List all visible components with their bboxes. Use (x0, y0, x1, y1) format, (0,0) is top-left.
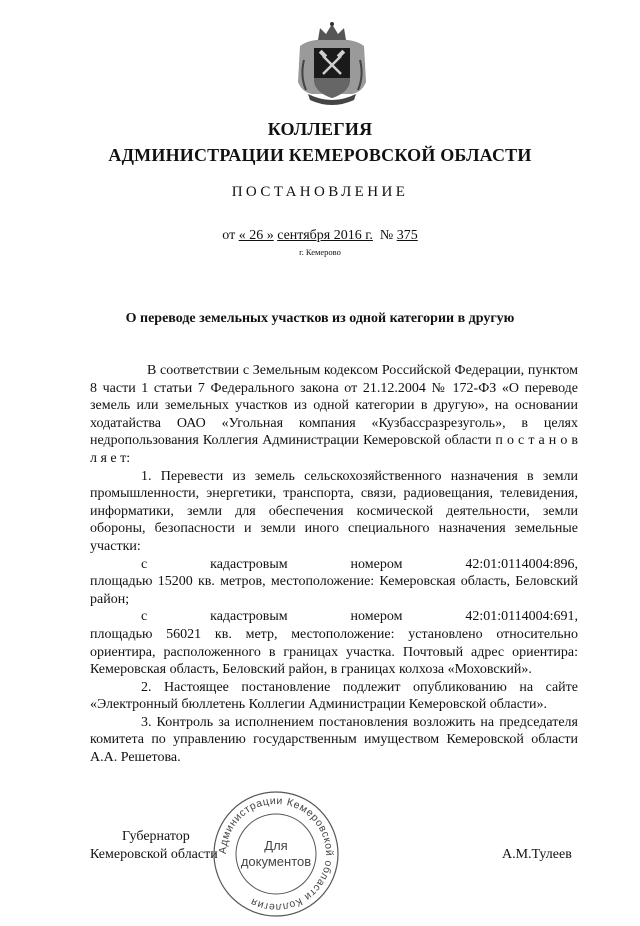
official-stamp (209, 787, 343, 921)
parcel-2-word: номером (350, 609, 403, 625)
signatory-name: А.М.Тулеев (502, 847, 572, 862)
authority-name-line2: АДМИНИСТРАЦИИ КЕМЕРОВСКОЙ ОБЛАСТИ (108, 145, 532, 165)
parcel-2-word: кадастровым (210, 609, 288, 625)
parcel-1-cadastral-number: 42:01:0114004:896, (465, 556, 578, 572)
date-month-year: сентября 2016 г. (277, 228, 373, 243)
parcel-1-word: кадастровым (210, 556, 288, 572)
city: г. Кемерово (299, 247, 341, 257)
parcel-2-cadastral-number: 42:01:0114004:691, (465, 609, 578, 625)
item-3: 3. Контроль за исполнением постановления возложить на председателя комитета по управлению государственным имуществом Кемеровской области А.А. Решетова. (90, 714, 578, 766)
document-number: 375 (396, 228, 418, 243)
signatory-title-line2: Кемеровской области (90, 847, 218, 862)
stamp-center-line1: Для (264, 838, 288, 853)
parcel-1-details: площадью 15200 кв. метров, местоположение: Кемеровская область, Беловский район; (90, 574, 578, 607)
stamp-center-line2: документов (240, 854, 312, 869)
parcel-1-word: с (141, 556, 148, 572)
document-type: ПОСТАНОВЛЕНИЕ (231, 184, 409, 200)
intro-paragraph: В соответствии с Земельным кодексом Российской Федерации, пунктом 8 части 1 статьи 7 Федерального закона от 21.12.2004 № 172-ФЗ «О переводе земель или земельных участков из одной категории в другую», на основании ходатайства ОАО «Угольная компания «Кузбассразрезуголь», в целях недропользования Коллегия Администрации Кемеровской области п о с т а н о в л я е т: (90, 363, 578, 466)
date-prefix: от (222, 228, 236, 243)
item-2: 2. Настоящее постановление подлежит опубликованию на сайте «Электронный бюллетень Коллегии Администрации Кемеровской области». (90, 679, 578, 713)
number-sign: № (379, 228, 394, 243)
date-number-line (0, 228, 640, 244)
stamp-ring-text: Администрации Кемеровской области Коллегия (216, 794, 336, 914)
document-body (90, 362, 578, 767)
coat-of-arms-icon (296, 20, 368, 106)
document-subject: О переводе земельных участков из одной категории в другую (125, 311, 515, 326)
authority-name-line1: КОЛЛЕГИЯ (267, 119, 373, 139)
signatory-title-line1: Губернатор (122, 829, 190, 844)
parcel-1-word: номером (350, 556, 403, 572)
parcel-2-details: площадью 56021 кв. метр, местоположение: установлено относительно ориентира, расположенного в границах участка. Почтовый адрес ориентира: Кемеровская область, Беловский район, в границах колхоза «Моховский». (90, 626, 578, 678)
parcel-1-line (90, 556, 578, 574)
parcel-2-line (90, 608, 578, 626)
date-day: « 26 » (238, 228, 274, 243)
parcel-2-word: с (141, 609, 148, 625)
item-1: 1. Перевести из земель сельскохозяйственного назначения в земли промышленности, энергетики, транспорта, связи, радиовещания, телевидения, информатики, земли для обеспечения космической деятельности, земли обороны, безопасности и земли иного специального назначения земельные участки: (90, 468, 578, 554)
